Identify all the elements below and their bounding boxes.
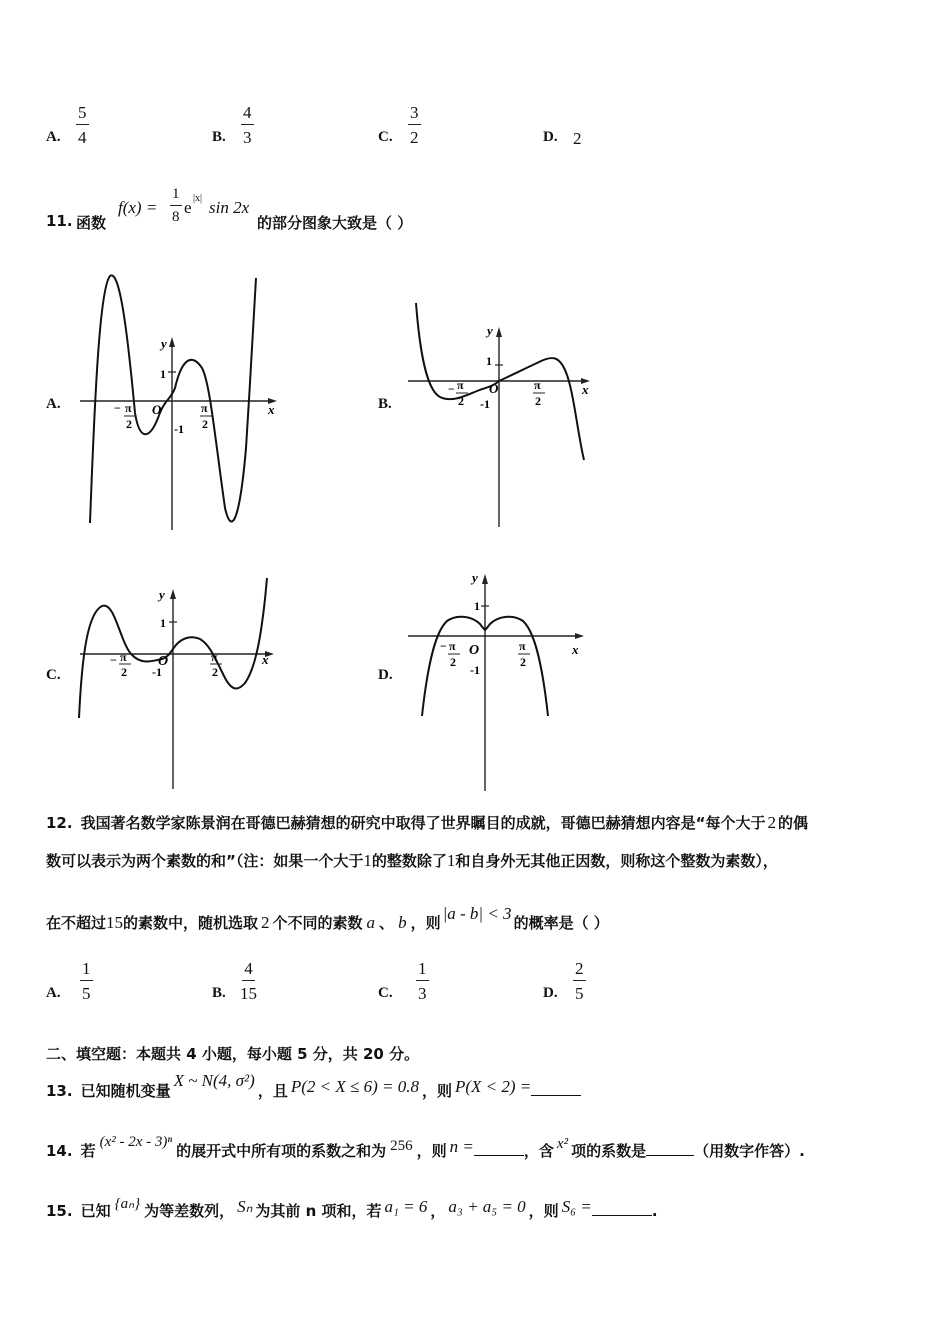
graph-a-pi-den: 2 bbox=[202, 417, 208, 431]
q12-line-3: 在不超过15的素数中，随机选取 2 个不同的素数 a 、 b ，则 |a - b| < 3 的概率是（ ） bbox=[46, 904, 609, 932]
q11-prefix: 函数 bbox=[76, 214, 107, 232]
graph-d-neg-pi-sign: − bbox=[440, 639, 447, 653]
q11-suffix: 的部分图象大致是（ ） bbox=[257, 214, 413, 232]
graph-d-x-arrow bbox=[575, 633, 584, 639]
q14-question: 14. 若 (x² - 2x - 3)ⁿ 的展开式中所有项的系数之和为 256 ，则 n = ，含 x² 项的系数是 （用数字作答）. bbox=[46, 1134, 805, 1160]
section-2-heading: 二、填空题：本题共 4 小题，每小题 5 分，共 20 分。 bbox=[46, 1045, 420, 1063]
graph-d-one-label: 1 bbox=[474, 599, 480, 613]
graph-d-label: D. bbox=[378, 667, 393, 683]
graph-a-neg-pi-num: π bbox=[125, 401, 132, 415]
q15-answer-blank[interactable] bbox=[592, 1201, 652, 1216]
graph-b-y-label: y bbox=[487, 323, 493, 338]
q10-option-b-value: $\frac{4}{3}$ bbox=[243, 103, 252, 147]
graph-a-label: A. bbox=[46, 396, 61, 412]
graph-a bbox=[70, 268, 280, 533]
q12-option-d-value: $\frac{2}{5}$ bbox=[575, 959, 584, 1003]
q11-func-sin: sin 2x bbox=[209, 198, 250, 217]
graph-b-x-label: x bbox=[582, 382, 589, 397]
q13-question: 13. 已知随机变量X ~ N(4, σ²)，且 P(2 < X ≤ 6) = 0.8 ，则 P(X < 2) = bbox=[46, 1080, 581, 1101]
q10-option-d-value: 2 bbox=[573, 129, 582, 148]
q15-question: 15. 已知 {aₙ} 为等差数列， Sₙ 为其前 n 项和，若 a₁ = 6 ， a₃ + a₅ = 0 ，则 S₆ = . bbox=[46, 1196, 658, 1220]
q12-line-1: 12. 我国著名数学家陈景润在哥德巴赫猜想的研究中取得了世界瞩目的成就，哥德巴赫猜想内容是“每个大于 2 的偶 bbox=[46, 813, 808, 832]
graph-c-pi-num: π bbox=[211, 650, 218, 664]
graph-c-neg-pi-sign: − bbox=[110, 653, 117, 667]
graph-a-pi-num: π bbox=[201, 401, 208, 415]
q11-func-lhs: f(x) = bbox=[118, 198, 158, 217]
graph-a-x-label: x bbox=[268, 402, 275, 417]
graph-b-y-arrow bbox=[496, 327, 502, 337]
graph-a-neg-pi-den: 2 bbox=[126, 417, 132, 431]
graph-c-x-label: x bbox=[262, 652, 269, 667]
graph-b-minus-one-label: -1 bbox=[480, 397, 490, 411]
graph-c bbox=[70, 573, 280, 793]
graph-a-one-label: 1 bbox=[160, 367, 166, 381]
graph-b-neg-pi-num: π bbox=[457, 378, 464, 392]
graph-b-pi-den: 2 bbox=[535, 394, 541, 408]
q14-expression: (x² - 2x - 3)ⁿ bbox=[99, 1134, 173, 1150]
q13-probability-given: P(2 < X ≤ 6) = 0.8 bbox=[290, 1077, 419, 1096]
q12-line-2: 数可以表示为两个素数的和”（注：如果一个大于1的整数除了1和自身外无其他正因数，则称这个整数为素数）， bbox=[46, 851, 778, 870]
graph-d-origin-label: O bbox=[469, 643, 480, 658]
q12-option-c-label: C. bbox=[378, 985, 393, 1001]
graph-b-neg-pi-den: 2 bbox=[458, 394, 464, 408]
q14-sum: 256 bbox=[390, 1138, 413, 1154]
graph-b-neg-pi-sign: − bbox=[448, 382, 455, 396]
q12-option-b-label: B. bbox=[212, 985, 226, 1001]
graph-a-y-arrow bbox=[169, 337, 175, 347]
q14-n: n = bbox=[449, 1137, 474, 1156]
q12-option-b-value: $\frac{4}{15}$ bbox=[240, 959, 257, 1003]
graph-b-label: B. bbox=[378, 396, 392, 412]
q13-answer-blank[interactable] bbox=[531, 1081, 581, 1096]
q12-option-a-label: A. bbox=[46, 985, 61, 1001]
graph-b-pi-num: π bbox=[534, 378, 541, 392]
graph-b bbox=[402, 295, 602, 530]
q11-func-e: e bbox=[184, 198, 192, 217]
q15-condition-1: a₁ = 6 bbox=[384, 1197, 428, 1216]
graph-d bbox=[402, 566, 602, 796]
q15-s6: S₆ = bbox=[561, 1197, 592, 1216]
graph-a-curve bbox=[90, 275, 256, 523]
graph-a-neg-pi-sign: − bbox=[114, 401, 121, 415]
graph-c-pi-den: 2 bbox=[212, 665, 218, 679]
graph-a-minus-one-label: -1 bbox=[174, 422, 184, 436]
q12-option-d-label: D. bbox=[543, 985, 558, 1001]
graph-a-origin-label: O bbox=[152, 402, 162, 417]
q14-blank-n[interactable] bbox=[474, 1141, 524, 1156]
graph-c-y-arrow bbox=[170, 589, 176, 599]
graph-d-neg-pi-den: 2 bbox=[450, 655, 456, 669]
graph-c-label: C. bbox=[46, 667, 61, 683]
q13-probability-asked: P(X < 2) = bbox=[454, 1077, 532, 1096]
graph-d-y-arrow bbox=[482, 574, 488, 584]
q10-option-c-label: C. bbox=[378, 129, 393, 145]
graph-d-minus-one-label: -1 bbox=[470, 663, 480, 677]
graph-c-minus-one-label: -1 bbox=[152, 665, 162, 679]
graph-c-one-label: 1 bbox=[160, 616, 166, 630]
q11-func-frac: $\frac{1}{8}$ bbox=[172, 186, 180, 225]
graph-b-one-label: 1 bbox=[486, 354, 492, 368]
graph-d-neg-pi-num: π bbox=[449, 639, 456, 653]
graph-c-neg-pi-den: 2 bbox=[121, 665, 127, 679]
q10-option-b-label: B. bbox=[212, 129, 226, 145]
q15-condition-2: a₃ + a₅ = 0 bbox=[448, 1197, 526, 1216]
graph-d-pi-den: 2 bbox=[520, 655, 526, 669]
graph-d-pi-num: π bbox=[519, 639, 526, 653]
q10-option-d-label: D. bbox=[543, 129, 558, 145]
q10-option-a-value: $\frac{5}{4}$ bbox=[78, 103, 87, 147]
q12-option-a-value: $\frac{1}{5}$ bbox=[82, 959, 91, 1003]
q10-option-a-label: A. bbox=[46, 129, 61, 145]
q14-blank-coefficient[interactable] bbox=[646, 1141, 694, 1156]
graph-a-y-label: y bbox=[161, 336, 167, 351]
q10-option-c-value: $\frac{3}{2}$ bbox=[410, 103, 419, 147]
q13-distribution: X ~ N(4, σ²) bbox=[173, 1071, 255, 1090]
q11-number: 11. bbox=[46, 212, 73, 230]
q15-sn: Sₙ bbox=[237, 1197, 253, 1216]
graph-d-y-label: y bbox=[472, 570, 478, 585]
q11-func-exp: |x| bbox=[193, 193, 203, 204]
graph-c-neg-pi-num: π bbox=[120, 650, 127, 664]
graph-b-origin-label: O bbox=[489, 381, 499, 396]
q15-sequence: {aₙ} bbox=[114, 1196, 141, 1212]
graph-c-origin-label: O bbox=[158, 654, 169, 669]
q14-x-squared: x² bbox=[556, 1136, 569, 1152]
q12-option-c-value: $\frac{1}{3}$ bbox=[418, 959, 427, 1003]
graph-d-x-label: x bbox=[572, 642, 579, 657]
graph-c-y-label: y bbox=[159, 587, 165, 602]
